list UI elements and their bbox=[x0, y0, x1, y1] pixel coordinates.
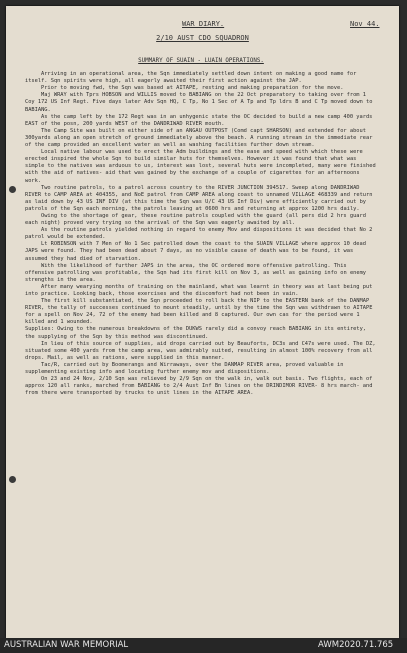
diary-heading: WAR DIARY. bbox=[182, 20, 225, 28]
paragraph: The first kill substantiated, the Sqn proceeded to roll back the NIP to the EASTERN bank of the DANMAP RIVER, the tally of successes continued to mount steadily, until by the time the Sqn was withdrawn to AITAPE for a spell on Nov 24, 72 of the enemy had been killed and 8 captured. Our own cas for the period were 1 killed and 1 wounded. bbox=[25, 298, 373, 326]
paragraph: The Camp Site was built on either side of an ANGAU OUTPOST (Comd capt SHARSON) and extended for about 300yards along an open stretch of ground immediately above the beach. A running stream in the immediate rear of the camp provided an excellent water as well as washing facilities further down stream. bbox=[25, 127, 373, 149]
paragraph: As the camp left by the 172 Regt was in an unhygenic state the OC decided to build a new camp 400 yards EAST of the posn, 200 yards WEST of the DANDRIWAD RIVER mouth. bbox=[25, 113, 373, 127]
paragraph: Local native labour was used to erect the Adm buildings and the ease and speed with which these were erected inspired the whole Sqn to build similar huts for themselves. However it was found that what was simple to the natives was arduous to us, interest was lost, several huts were incompleted, many were finished with the aid of natives- aid that was gained by the exchange of a couple of cigarettes for an afternoons work. bbox=[25, 149, 376, 184]
archive-reference: AWM2020.71.765 bbox=[318, 640, 394, 650]
paragraph: Lt ROBINSON with 7 Men of No 1 Sec patrolled down the coast to the SUAIN VILLAGE where approx 10 dead JAPS were found. They had been dead about 7 days, as no visible cause of death was to be found, it was assumed they had died of starvation. bbox=[25, 241, 366, 262]
paragraph: Maj WRAY with Tprs HOBSON and WILLIS moved to BABIANG on the 22 Oct preparatory to taking over from 1 Coy 172 US Inf Regt. Five days later Adv Sqn HQ, C Tp, No 1 Sec of A Tp and Tp ldrs B and C Tp moved down to BABIANG. bbox=[25, 92, 373, 113]
paragraph: Arriving in an operational area, the Sqn immediately settled down intent on making a good name for itself. Sqn spirits were high, all eagerly awaited their first action against the JAP. bbox=[25, 71, 357, 85]
paragraph: After many wearying months of training on the mainland, what was learnt in theory was at last being put into practice. Looking back, those exercises and the discomfort had not been in vain. bbox=[25, 283, 373, 297]
unit-name: 2/10 AUST CDO SQUADRON bbox=[156, 34, 249, 42]
paragraph: Prior to moving fwd, the Sqn was based at AITAPE, resting and making preparation for the move. bbox=[41, 85, 344, 92]
archive-name: AUSTRALIAN WAR MEMORIAL bbox=[4, 640, 129, 650]
punch-hole bbox=[9, 186, 16, 193]
paragraph-supplies: Supplies: Owing to the numerous breakdowns of the DUKWS rarely did a convoy reach BABIANG in its entirety, the supplying of the Sqn by this method was discontinued. bbox=[25, 326, 367, 340]
punch-hole bbox=[9, 476, 16, 483]
document-body bbox=[25, 52, 377, 397]
paragraph: Owing to the shortage of gear, these routine patrols coupled with the guard (all pers did 2 hrs guard each night) proved very trying so the arrival of the Sqn was eagerly awaited by all. bbox=[25, 212, 366, 227]
paragraph: On 23 and 24 Nov, 2/10 Sqn was relieved by 2/9 Sqn on the walk in, walk out basis. Two flights, each of approx 120 all ranks, marched from BABIANG to 2/4 Aust Inf Bn lines on the DRINDIMOR RIVER- 8 hrs march- and from there were transported by trucks to unit lines in the AITAPE AREA. bbox=[25, 376, 373, 397]
paragraph: Two routine patrols, to a patrol across country to the RIVER JUNCTION 394517. Sweep along DANDRIWAD RIVER to CAMP AREA at 404355, and NoE patrol from CAMP AREA along coast to unnamed VILLAGE 468339 and return as laid down by 43 US INF DIV (at this time the Sqn was U/C 43 US Inf Div) were efficiently carried out by patrols of the Sqn each morning, the patrols leaving at 0600 hrs and returning at approx 1200 hrs daily. bbox=[25, 184, 373, 212]
paragraph: As the routine patrols yielded nothing in regard to enemy Mov and dispositions it was decided that No 2 patrol would be extended. bbox=[25, 227, 373, 241]
document-title: SUMMARY OF SUAIN - LUAIN OPERATIONS. bbox=[138, 58, 264, 64]
paragraph: With the likelihood of further JAPS in the area, the OC ordered more offensive patrolling. This offensive patrolling was profitable, the Sqn had its first kill on Nov 3, as well as gaining info on enemy strengths in the area. bbox=[25, 262, 367, 283]
archive-footer bbox=[0, 638, 407, 653]
document-page bbox=[6, 6, 399, 638]
paragraph: Tac/R, carried out by Boomerangs and Wirraways, over the DANMAP RIVER area, proved valuable in supplementing existing info and locating further enemy mov and dispositions. bbox=[25, 361, 344, 376]
paragraph: In lieu of this source of supplies, aid drops carried out by Beauforts, DC3s and C47s were used. The DZ, situated some 400 yards from the camp area, was admirably suited, resulting in almost 100% recovery from all drops. Mail, as well as rations, were supplied in this manner. bbox=[25, 340, 376, 361]
diary-date: Nov 44. bbox=[350, 20, 380, 28]
